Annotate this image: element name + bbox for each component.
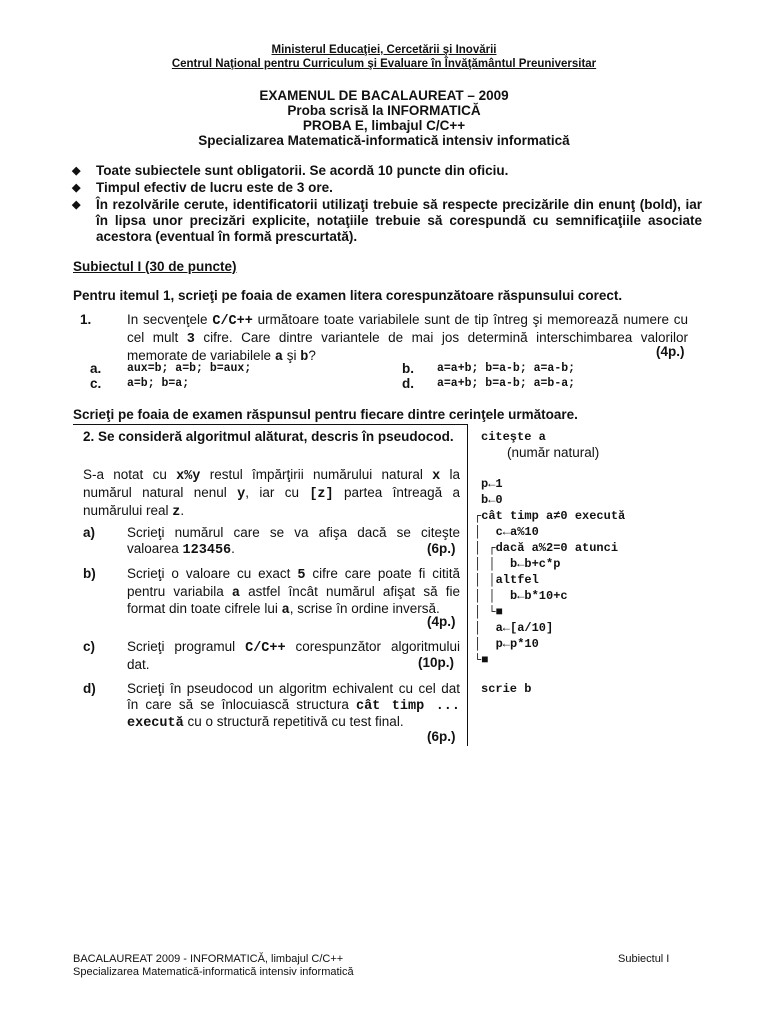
option-a-label: a.: [90, 361, 102, 376]
pseudocode-line: │ │ b←b+c*p: [474, 557, 561, 571]
footer-left-1: BACALAUREAT 2009 - INFORMATICĂ, limbajul C/C++: [73, 953, 344, 965]
item2-description: S-a notat cu x%y restul împărţirii numărului natural x la numărul natural nenul y, iar cu [z] partea întreagă a numărului real z.: [83, 467, 460, 520]
pseudocode-read: citeşte a: [481, 430, 546, 444]
option-b-code: a=a+b; b=a-b; a=a-b;: [437, 362, 576, 375]
pseudocode-line: p←1: [481, 477, 503, 491]
instruction-item1: Pentru itemul 1, scrieţi pe foaia de examen litera corespunzătoare răspunsului corect.: [73, 288, 623, 303]
pseudocode-line: │ │ b←b*10+c: [474, 589, 568, 603]
pseudocode-line: └■: [474, 653, 489, 667]
item2-b-points: (4p.): [427, 614, 456, 629]
item2-d-points: (6p.): [427, 729, 456, 744]
pseudocode-line: b←0: [481, 493, 503, 507]
pseudocode-line: │ │altfel: [474, 573, 539, 587]
option-b-label: b.: [402, 361, 414, 376]
instruction-item: ◆ Toate subiectele sunt obligatorii. Se acordă 10 puncte din oficiu.: [72, 163, 509, 178]
instruction-item: ◆ În rezolvările cerute, identificatorii utilizaţi trebuie să respecte precizările din enunţ (bold), iar în lipsa unor precizări explicite, notaţiile trebuie să corespundă cu semnificaţiile asociate acestora (eventual în formă prescurtată).: [72, 197, 702, 244]
instructions-list: [72, 163, 702, 246]
item1-number: 1.: [80, 312, 92, 327]
pseudocode-line: │ p←p*10: [474, 637, 539, 651]
center-header: Centrul Naţional pentru Curriculum şi Evaluare în Învăţământul Preuniversitar: [171, 58, 597, 70]
pseudocode-write: scrie b: [481, 682, 532, 696]
pseudocode-line: │ └■: [474, 605, 503, 619]
item1-text: In secvenţele C/C++ următoare toate variabilele sunt de tip întreg şi memorează numere cu cel mult 3 cifre. Care dintre variantele de mai jos determină interschimbarea valorilor memorate de variabilele a şi b?: [127, 312, 688, 365]
exam-title: EXAMENUL DE BACALAUREAT – 2009: [259, 88, 509, 103]
item1-points: (4p.): [656, 344, 685, 359]
item2-a-text: Scrieţi numărul care se va afişa dacă se citeşte valoarea 123456.: [127, 525, 460, 558]
item2-b-text: Scrieţi o valoare cu exact 5 cifre care poate fi citită pentru variabila a astfel încât numărul afişat să fie format din toate cifrele lui a, scrise în ordine inversă.: [127, 566, 460, 618]
pseudocode-line: │ ┌dacă a%2=0 atunci: [474, 541, 619, 555]
footer-left-2: Specializarea Matematică-informatică intensiv informatică: [73, 966, 354, 978]
instruction-item: ◆ Timpul efectiv de lucru este de 3 ore.: [72, 180, 333, 195]
ministry-header: Ministerul Educaţiei, Cercetării şi Inovării: [271, 44, 497, 56]
footer-right: Subiectul I: [618, 953, 670, 965]
table-divider: [467, 424, 468, 746]
item2-c-label: c): [83, 639, 96, 654]
option-d-code: a=a+b; b=a-b; a=b-a;: [437, 377, 576, 390]
option-c-code: a=b; b=a;: [127, 377, 190, 390]
item2-a-label: a): [83, 525, 96, 540]
table-top-border: [73, 424, 468, 425]
pseudocode-line: ┌cât timp a≠0 execută: [474, 509, 626, 523]
exam-subtitle: Proba scrisă la INFORMATICĂ: [287, 103, 481, 118]
diamond-bullet-icon: ◆: [72, 199, 81, 211]
instruction-item2: Scrieţi pe foaia de examen răspunsul pentru fiecare dintre cerinţele următoare.: [73, 407, 578, 422]
item2-heading: 2. Se consideră algoritmul alăturat, descris în pseudocod.: [83, 429, 454, 444]
option-a-code: aux=b; a=b; b=aux;: [127, 362, 252, 375]
item2-a-points: (6p.): [427, 541, 456, 556]
subject-heading: Subiectul I (30 de puncte): [73, 259, 237, 274]
item2-c-text: Scrieţi programul C/C++ corespunzător algoritmului dat.: [127, 639, 460, 672]
exam-proba: PROBA E, limbajul C/C++: [302, 118, 466, 133]
diamond-bullet-icon: ◆: [72, 182, 81, 194]
option-d-label: d.: [402, 376, 414, 391]
item2-d-label: d): [83, 681, 96, 696]
item2-d-text: Scrieţi în pseudocod un algoritm echivalent cu cel dat în care să se înlocuiască structura cât timp ... execută cu o structură repetitivă cu test final.: [127, 681, 460, 731]
exam-specialization: Specializarea Matematică-informatică intensiv informatică: [198, 133, 570, 148]
item2-b-label: b): [83, 566, 96, 581]
item2-c-points: (10p.): [418, 655, 455, 670]
pseudocode-read-comment: (număr natural): [507, 445, 600, 460]
diamond-bullet-icon: ◆: [72, 165, 81, 177]
pseudocode-line: │ a←[a/10]: [474, 621, 554, 635]
pseudocode-line: │ c←a%10: [474, 525, 539, 539]
option-c-label: c.: [90, 376, 102, 391]
